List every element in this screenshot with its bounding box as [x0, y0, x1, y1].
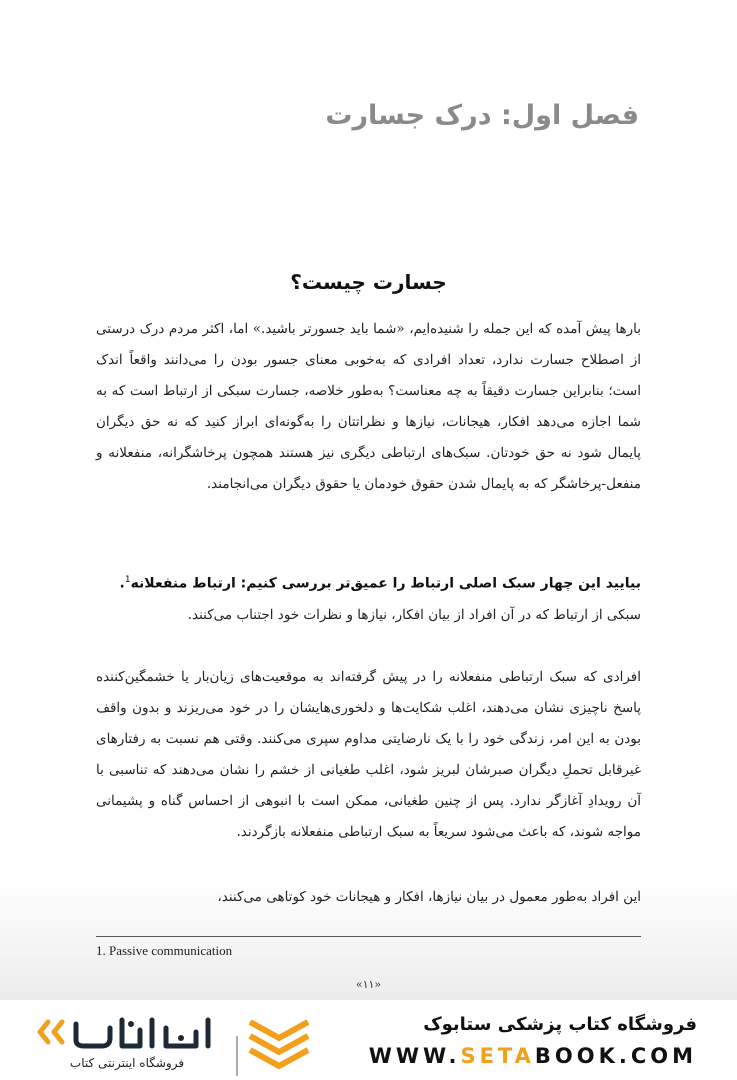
- subheading: بیایید این چهار سبک اصلی ارتباط را عمیق‌تر بررسی کنیم: ارتباط منفعلانه$^1$.: [119, 575, 641, 592]
- setabook-logo: [36, 1014, 266, 1070]
- passive-paragraph: افرادی که سبک ارتباطی منفعلانه را در پیش گرفته‌اند به موقعیت‌های زیان‌بار یا خشمگین‌کننده پاسخ ناچیزی نشان می‌دهند، اغلب شکایت‌ها و دلخوری‌هایشان را در خود می‌ریزند و بدون واقف بودن به این امر، زندگی خود را با یک نارضایتی مداوم سپری می‌کنند. وقتی هم نسبت به رفتارهای غیرقابل تحملِ دیگران صبرشان لبریز شود، اغلب طغیانی از خشم را نشان می‌دهند که تناسبی با آن رویدادِ آغازگر ندارد. پس از چنین طغیانی، ممکن است با انبوهی از احساس گناه و پشیمانی مواجه شوند، که باعث می‌شود سریعاً به سبک ارتباطی منفعلانه بازگردند.: [96, 669, 641, 840]
- last-text-block: [96, 882, 641, 913]
- subheading-text: بیایید این چهار سبک اصلی ارتباط را عمیق‌تر بررسی کنیم: ارتباط منفعلانه: [130, 575, 641, 592]
- definition-text-block: [96, 600, 641, 631]
- passive-text-block: [96, 662, 641, 848]
- section-title: جسارت چیست؟: [290, 270, 447, 294]
- footnote: 1. Passive communication: [96, 943, 233, 958]
- page-number: «۱۱»: [355, 978, 382, 991]
- logo-divider: [236, 1036, 238, 1076]
- chevron-logo-icon: [244, 1016, 314, 1072]
- setabook-wordmark-icon: [36, 1014, 226, 1054]
- intro-text-block: [96, 314, 641, 500]
- chapter-title: فصل اول: درک جسارت: [325, 100, 639, 131]
- store-url-accent: SETA: [460, 1044, 535, 1068]
- store-url-suffix: BOOK.COM: [534, 1044, 697, 1068]
- footnote-divider: [96, 936, 641, 937]
- footnote-reference: 1: [124, 575, 131, 585]
- store-url[interactable]: [369, 1044, 697, 1068]
- passive-definition: سبکی از ارتباط که در آن افراد از بیان افکار، نیازها و نظرات خود اجتناب می‌کنند.: [187, 607, 641, 623]
- last-paragraph: این افراد به‌طور معمول در بیان نیازها، افکار و هیجانات خود کوتاهی می‌کنند،: [217, 889, 641, 905]
- store-url-prefix: WWW.: [368, 1044, 461, 1068]
- intro-paragraph: بارها پیش آمده که این جمله را شنیده‌ایم، «شما باید جسورتر باشید.» اما، اکثر مردم درک درستی از اصطلاح جسارت ندارد، تعداد افرادی که به‌خوبی معنای جسور بودن را می‌دانند واقعاً اندک است؛ بنابراین جسارت دقیقاً به چه معناست؟ به‌طور خلاصه، جسارت سبکی از ارتباط است که به شما اجازه می‌دهد افکار، هیجانات، نیازها و نظراتتان را به‌گونه‌ای ابراز کنید که نه حق دیگران پایمال شود نه حق خودتان. سبک‌های ارتباطی دیگری نیز هستند همچون پرخاشگرانه، منفعلانه و منفعل-پرخاشگر که به پایمال شدن حقوق خودمان یا حقوق دیگران می‌انجامند.: [96, 321, 641, 492]
- publisher-banner: [0, 1000, 737, 1080]
- logo-tagline: فروشگاه اینترنتی کتاب: [69, 1056, 185, 1070]
- store-name: فروشگاه کتاب پزشکی ستابوک: [423, 1014, 697, 1035]
